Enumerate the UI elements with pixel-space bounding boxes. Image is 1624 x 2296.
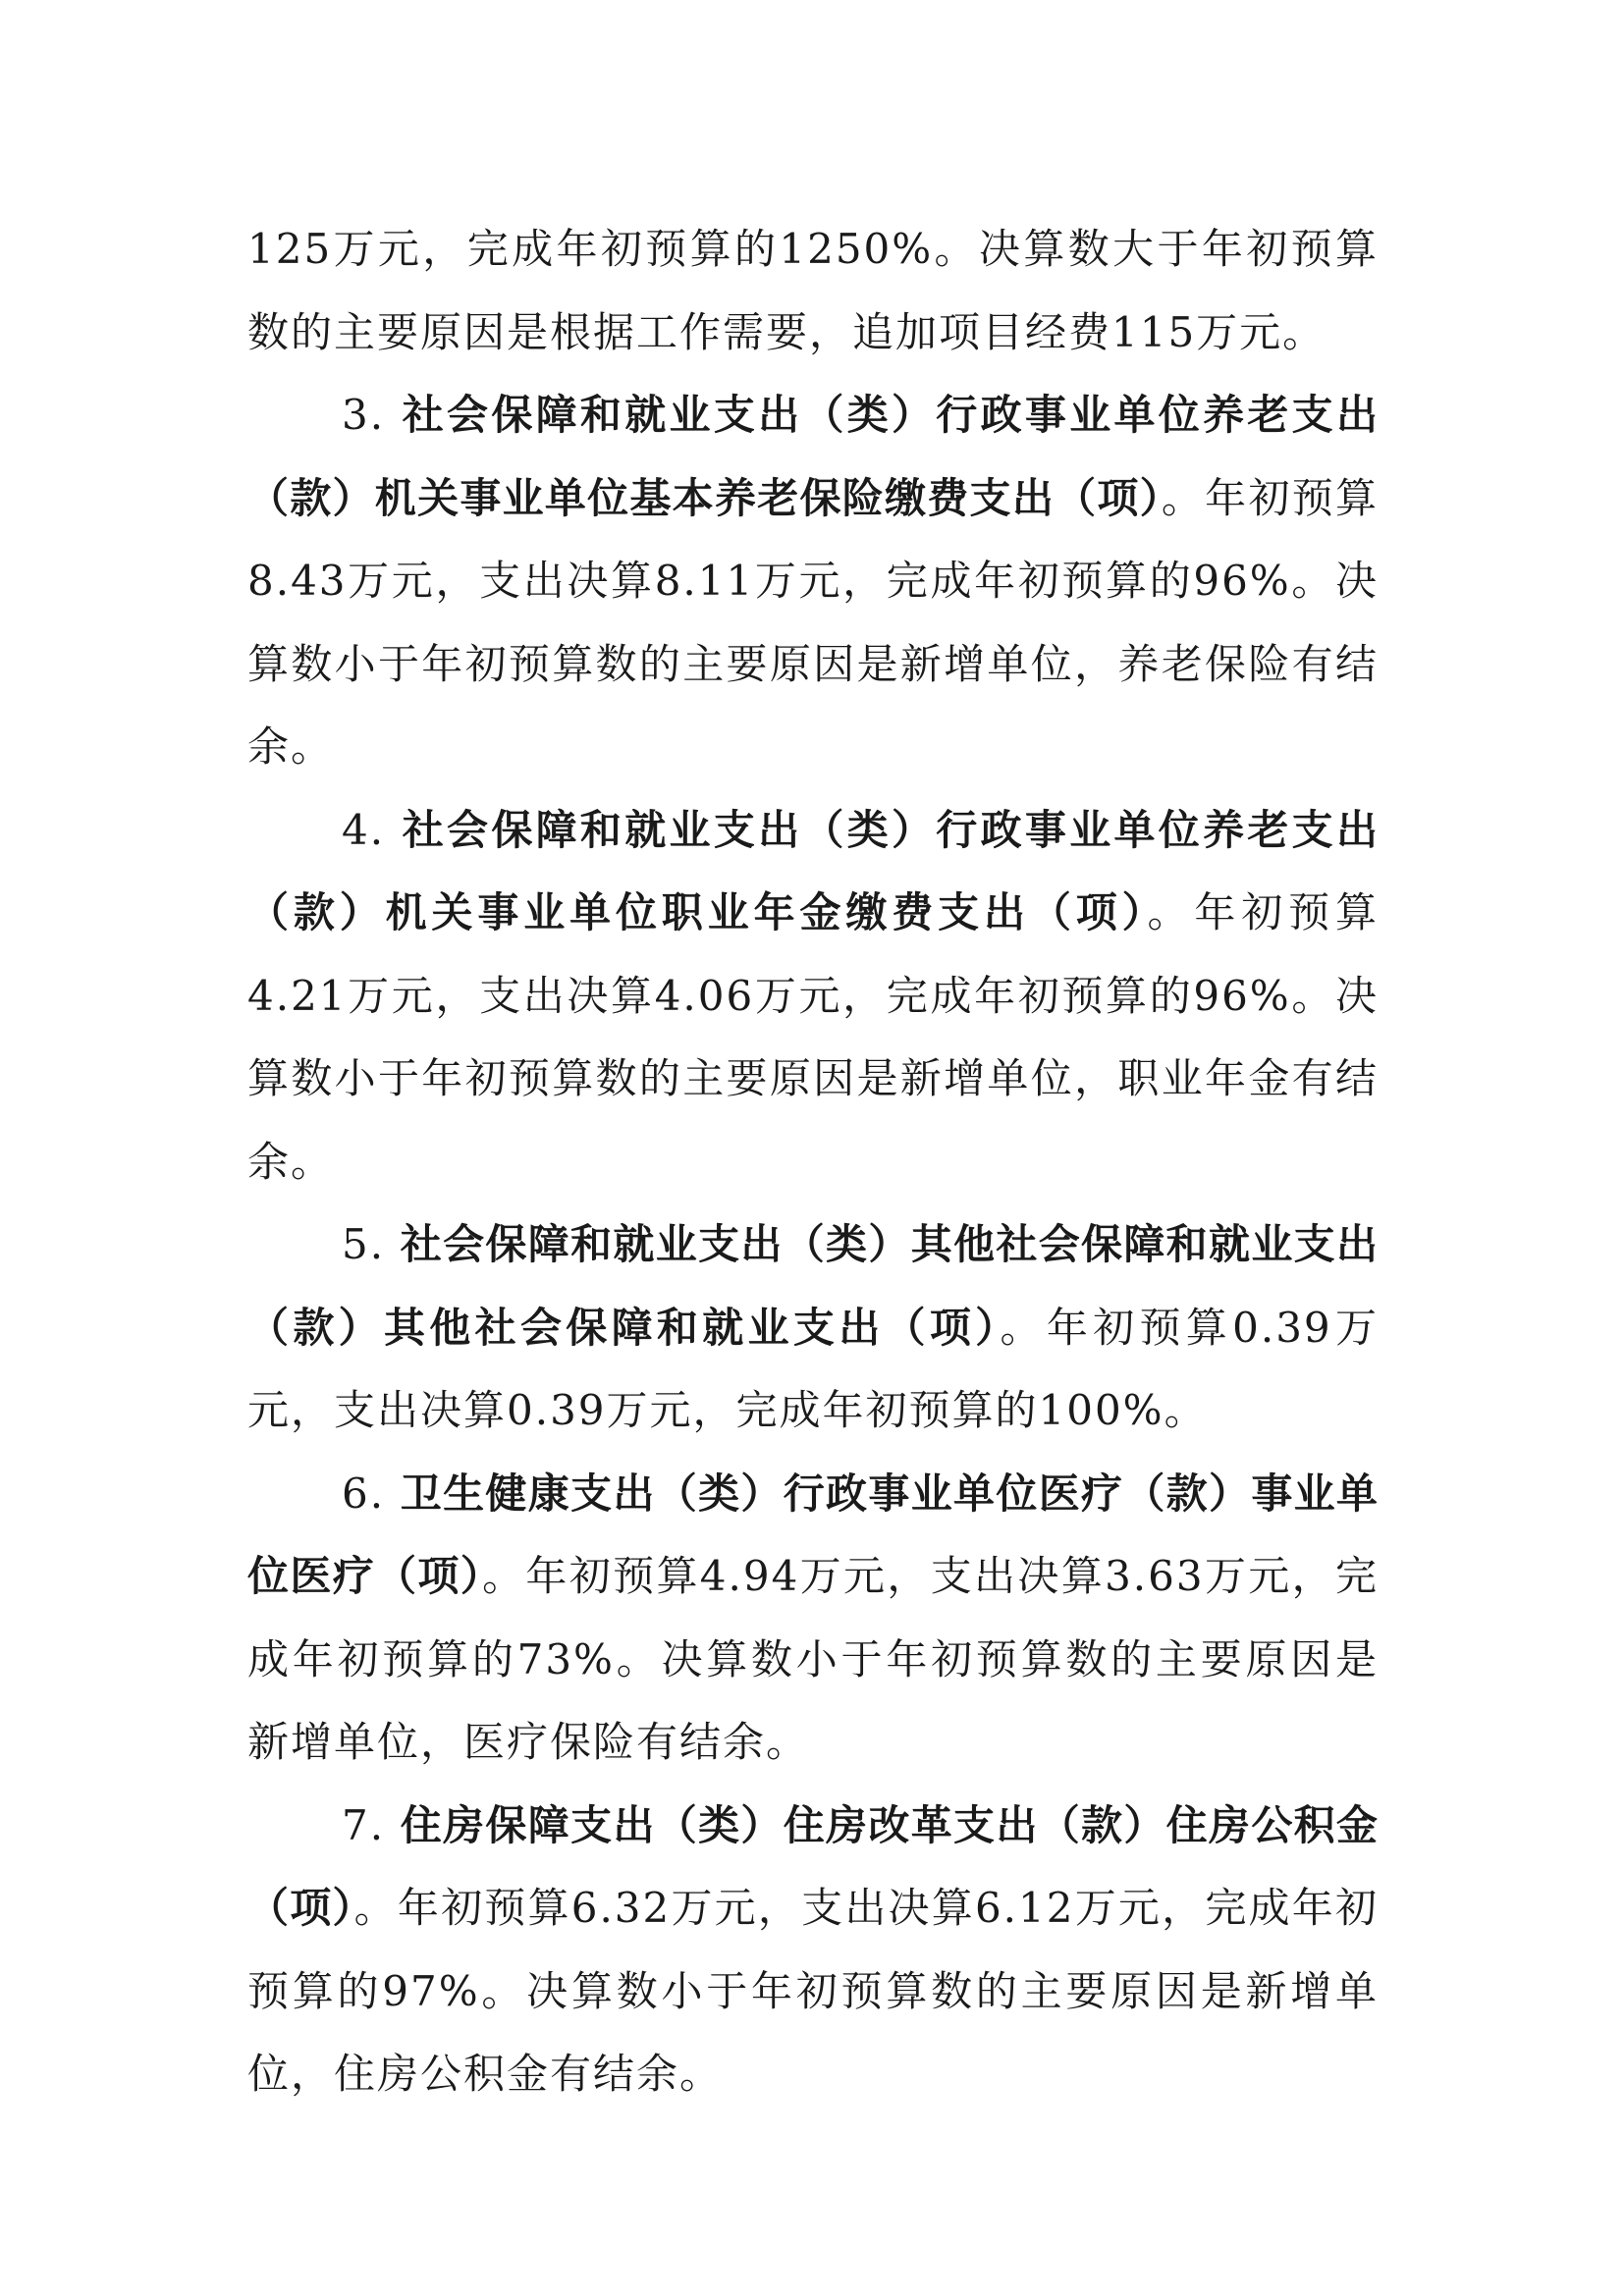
item-heading: 社会保障和就业支出（类）行政事业单位养老支出（款）机关事业单位基本养老保险缴费支出（项） [247,391,1379,522]
item-number: 6. [342,1468,401,1518]
item-heading: 住房保障支出（类）住房改革支出（款）住房公积金（项） [247,1800,1379,1932]
paragraph-continuation [247,208,1379,374]
paragraph-item-5 [247,1203,1379,1453]
paragraph-body-text: 。年初预算6.32万元，支出决算6.12万元，完成年初预算的97%。决算数小于年初预算数的主要原因是新增单位，住房公积金有结余。 [247,1884,1379,2098]
item-heading: 社会保障和就业支出（类）行政事业单位养老支出（款）机关事业单位职业年金缴费支出（项） [247,805,1379,936]
item-number: 3. [342,391,403,439]
item-number: 5. [342,1220,401,1268]
paragraph-body-text: 125万元，完成年初预算的1250%。决算数大于年初预算数的主要原因是根据工作需要，追加项目经费115万元。 [247,225,1379,356]
item-heading: 卫生健康支出（类）行政事业单位医疗（款）事业单位医疗（项） [247,1468,1379,1600]
document-body [247,208,1379,2116]
paragraph-body-text: 。年初预算4.94万元，支出决算3.63万元，完成年初预算的73%。决算数小于年初预算数的主要原因是新增单位，医疗保险有结余。 [247,1552,1379,1766]
paragraph-item-6 [247,1453,1379,1785]
paragraph-body-text: 。年初预算8.43万元，支出决算8.11万元，完成年初预算的96%。决算数小于年初预算数的主要原因是新增单位，养老保险有结余。 [247,473,1379,771]
paragraph-item-3 [247,374,1379,789]
item-number: 7. [342,1800,401,1849]
paragraph-body-text: 。年初预算0.39万元，支出决算0.39万元，完成年初预算的100%。 [247,1303,1379,1434]
paragraph-body-text: 。年初预算4.21万元，支出决算4.06万元，完成年初预算的96%。决算数小于年初预算数的主要原因是新增单位，职业年金有结余。 [247,888,1379,1186]
paragraph-item-7 [247,1785,1379,2116]
paragraph-item-4 [247,789,1379,1204]
item-number: 4. [342,805,403,854]
item-heading: 社会保障和就业支出（类）其他社会保障和就业支出（款）其他社会保障和就业支出（项） [247,1220,1379,1352]
